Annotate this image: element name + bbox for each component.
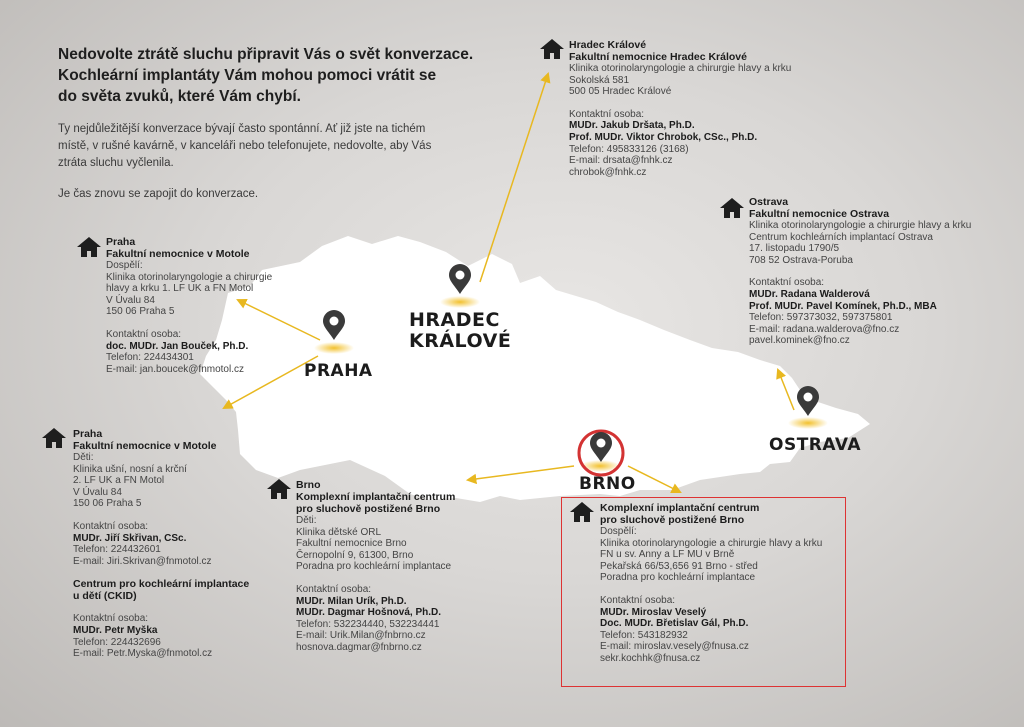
- arrow-hradec: [480, 74, 548, 282]
- home-icon: [266, 478, 292, 500]
- ostrava-info: Ostrava Fakultní nemocnice Ostrava Klinika otorinolaryngologie a chirurgie hlavy a krku Centrum kochleárních implantací Ostrava 17. listopadu 1790/5 708 52 Ostrava-Poruba Kontaktní osoba: MUDr. Radana Walderová Prof. MUDr. Pavel Komínek, Ph.D., MBA Telefon: 597373032, 597375801 E-mail: radana.walderova@fno.cz pavel.kominek@fno.cz: [749, 196, 972, 347]
- city-label-hradec-line2: KRÁLOVÉ: [409, 330, 512, 352]
- intro-closing: Je čas znovu se zapojit do konverzace.: [58, 188, 259, 200]
- city-label-ostrava: OSTRAVA: [769, 435, 862, 455]
- praha-adult-email[interactable]: E-mail: jan.boucek@fnmotol.cz: [106, 363, 244, 375]
- brno-adult-info: Komplexní implantační centrum pro sluchově postižené Brno Dospělí: Klinika otorinolaryngologie a chirurgie hlavy a krku FN u sv. Anny a LF MU v Brně Pekařská 66/53,656 91 Brno - střed Poradna pro kochleární implantace Kontaktní osoba: MUDr. Miroslav Veselý Doc. MUDr. Břetislav Gál, Ph.D. Telefon: 543182932 E-mail: miroslav.vesely@fnusa.cz sekr.kochhk@fnusa.cz: [600, 502, 823, 664]
- ckid-email[interactable]: E-mail: Petr.Myska@fnmotol.cz: [73, 648, 213, 660]
- intro-paragraph: Ty nejdůležitější konverzace bývají často spontánní. Ať již jste na tichém místě, v rušné kavárně, v kanceláři nebo telefonujete, nedovolte, aby Vás ztráta sluchu vyčlenila.: [58, 123, 432, 169]
- intro-section: [58, 44, 478, 203]
- brno-adult-email-2[interactable]: sekr.kochhk@fnusa.cz: [600, 652, 701, 664]
- brno-child-email[interactable]: E-mail: Urik.Milan@fnbrno.cz: [296, 630, 426, 642]
- home-icon: [569, 501, 595, 523]
- ostrava-email-2[interactable]: pavel.kominek@fno.cz: [749, 335, 850, 347]
- ostrava-email[interactable]: E-mail: radana.walderova@fno.cz: [749, 323, 900, 335]
- home-icon: [539, 38, 565, 60]
- praha-child-email[interactable]: E-mail: Jiri.Skrivan@fnmotol.cz: [73, 555, 212, 567]
- hradec-email-2[interactable]: chrobok@fnhk.cz: [569, 166, 647, 178]
- home-icon: [76, 236, 102, 258]
- hradec-city: Hradec Králové: [569, 39, 647, 51]
- hradec-info: Hradec Králové Fakultní nemocnice Hradec Králové Klinika otorinolaryngologie a chirurgie hlavy a krku Sokolská 581 500 05 Hradec Králové Kontaktní osoba: MUDr. Jakub Dršata, Ph.D. Prof. MUDr. Viktor Chrobok, CSc., Ph.D. Telefon: 495833126 (3168) E-mail: drsata@fnhk.cz chrobok@fnhk.cz: [569, 39, 792, 178]
- home-icon: [719, 197, 745, 219]
- intro-headline: Nedovolte ztrátě sluchu připravit Vás o svět konverzace. Kochleární implantáty Vám mohou pomoci vrátit se do světa zvuků, které Vám chybí.: [58, 46, 474, 105]
- brno-child-info: Brno Komplexní implantační centrum pro sluchově postižené Brno Děti: Klinika dětské ORL Fakultní nemocnice Brno Černopolní 9, 61300, Brno Poradna pro kochleární implantace Kontaktní osoba: MUDr. Milan Urík, Ph.D. MUDr. Dagmar Hošnová, Ph.D. Telefon: 532234440, 532234441 E-mail: Urik.Milan@fnbrno.cz hosnova.dagmar@fnbrno.cz: [296, 479, 456, 653]
- hradec-hospital: Fakultní nemocnice Hradec Králové: [569, 51, 747, 63]
- city-label-hradec: [409, 310, 511, 352]
- hradec-email[interactable]: E-mail: drsata@fnhk.cz: [569, 155, 673, 167]
- brno-adult-email[interactable]: E-mail: miroslav.vesely@fnusa.cz: [600, 641, 749, 653]
- praha-adult-info: Praha Fakultní nemocnice v Motole Dospělí: Klinika otorinolaryngologie a chirurgie hlavy a krku 1. LF UK a FN Motol V Úvalu 84 150 06 Praha 5 Kontaktní osoba: doc. MUDr. Jan Bouček, Ph.D. Telefon: 224434301 E-mail: jan.boucek@fnmotol.cz: [106, 236, 273, 375]
- pin-glow-hradec: [440, 296, 480, 308]
- pin-glow-ostrava: [788, 417, 828, 429]
- city-label-praha: PRAHA: [304, 361, 373, 381]
- praha-child-info: Praha Fakultní nemocnice v Motole Děti: Klinika ušní, nosní a krční 2. LF UK a FN Motol V Úvalu 84 150 06 Praha 5 Kontaktní osoba: MUDr. Jiří Skřivan, CSc. Telefon: 224432601 E-mail: Jiri.Skrivan@fnmotol.cz Centrum pro kochleární implantace u dětí (CKID) Kontaktní osoba: MUDr. Petr Myška Telefon: 224432696 E-mail: Petr.Myska@fnmotol.cz: [73, 428, 250, 660]
- brno-child-email-2[interactable]: hosnova.dagmar@fnbrno.cz: [296, 641, 422, 653]
- city-label-brno: BRNO: [579, 474, 636, 494]
- city-label-hradec-line1: HRADEC: [409, 309, 500, 331]
- pin-glow-praha: [314, 342, 354, 354]
- home-icon: [41, 427, 67, 449]
